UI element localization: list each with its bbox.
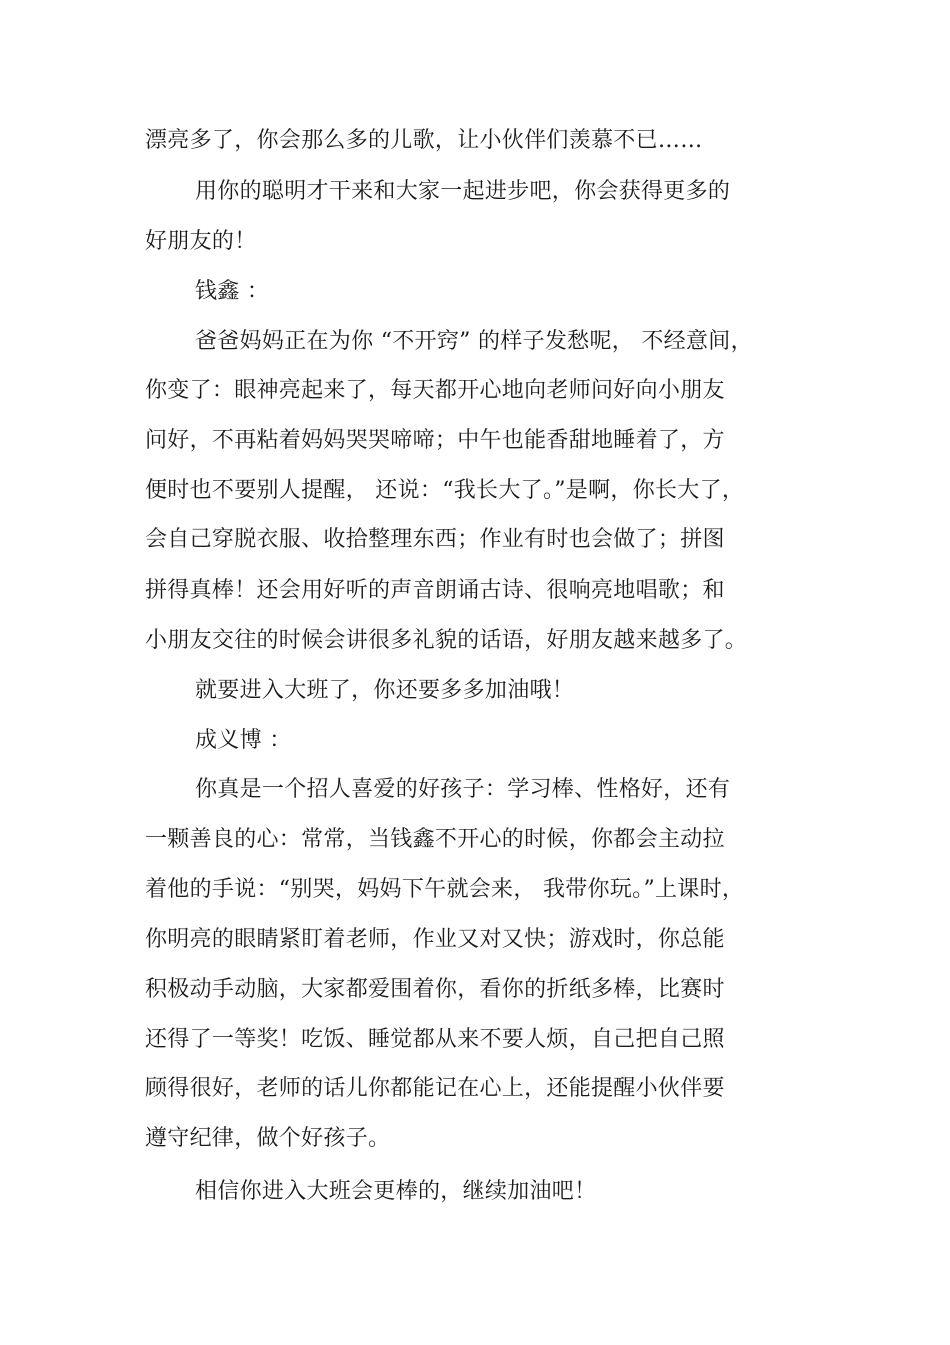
text-line: 用你的聪明才干来和大家一起进步吧，你会获得更多的 <box>195 179 731 204</box>
text-line: 积极动手动脑，大家都爱围着你，看你的折纸多棒，比赛时 <box>145 977 725 1002</box>
text-line: 拼得真棒！还会用好听的声音朗诵古诗、很响亮地唱歌；和 <box>145 578 725 603</box>
text-line: 漂亮多了，你会那么多的儿歌，让小伙伴们羡慕不已…… <box>145 128 703 153</box>
text-line: 一颗善良的心：常常，当钱鑫不开心的时候，你都会主动拉 <box>145 827 725 852</box>
student-name-heading: 钱鑫 ： <box>195 279 270 304</box>
text-line: 你明亮的眼睛紧盯着老师，作业又对又快；游戏时，你总能 <box>145 927 725 952</box>
text-line: 问好，不再粘着妈妈哭哭啼啼；中午也能香甜地睡着了，方 <box>145 428 725 453</box>
text-line: 还得了一等奖！吃饭、睡觉都从来不要人烦，自己把自己照 <box>145 1027 725 1052</box>
text-line: 好朋友的！ <box>145 229 257 254</box>
text-line: 爸爸妈妈正在为你 “不开窍” 的样子发愁呢， 不经意间， <box>195 329 753 354</box>
text-line: 小朋友交往的时候会讲很多礼貌的话语，好朋友越来越多了。 <box>145 628 748 653</box>
text-line: 着他的手说：“别哭，妈妈下午就会来， 我带你玩。”上课时， <box>145 877 745 902</box>
text-line: 遵守纪律，做个好孩子。 <box>145 1126 391 1151</box>
text-line: 相信你进入大班会更棒的，继续加油吧！ <box>195 1179 597 1204</box>
text-line: 就要进入大班了，你还要多多加油哦！ <box>195 678 575 703</box>
text-line: 会自己穿脱衣服、收拾整理东西；作业有时也会做了；拼图 <box>145 527 725 552</box>
text-line: 你变了：眼神亮起来了，每天都开心地向老师问好向小朋友 <box>145 378 725 403</box>
text-line: 顾得很好，老师的话儿你都能记在心上，还能提醒小伙伴要 <box>145 1076 725 1101</box>
student-name-heading: 成义博 ： <box>195 728 292 753</box>
text-line: 你真是一个招人喜爱的好孩子：学习棒、性格好，还有 <box>195 777 731 802</box>
text-line: 便时也不要别人提醒， 还说：“我长大了。”是啊，你长大了， <box>145 478 745 503</box>
